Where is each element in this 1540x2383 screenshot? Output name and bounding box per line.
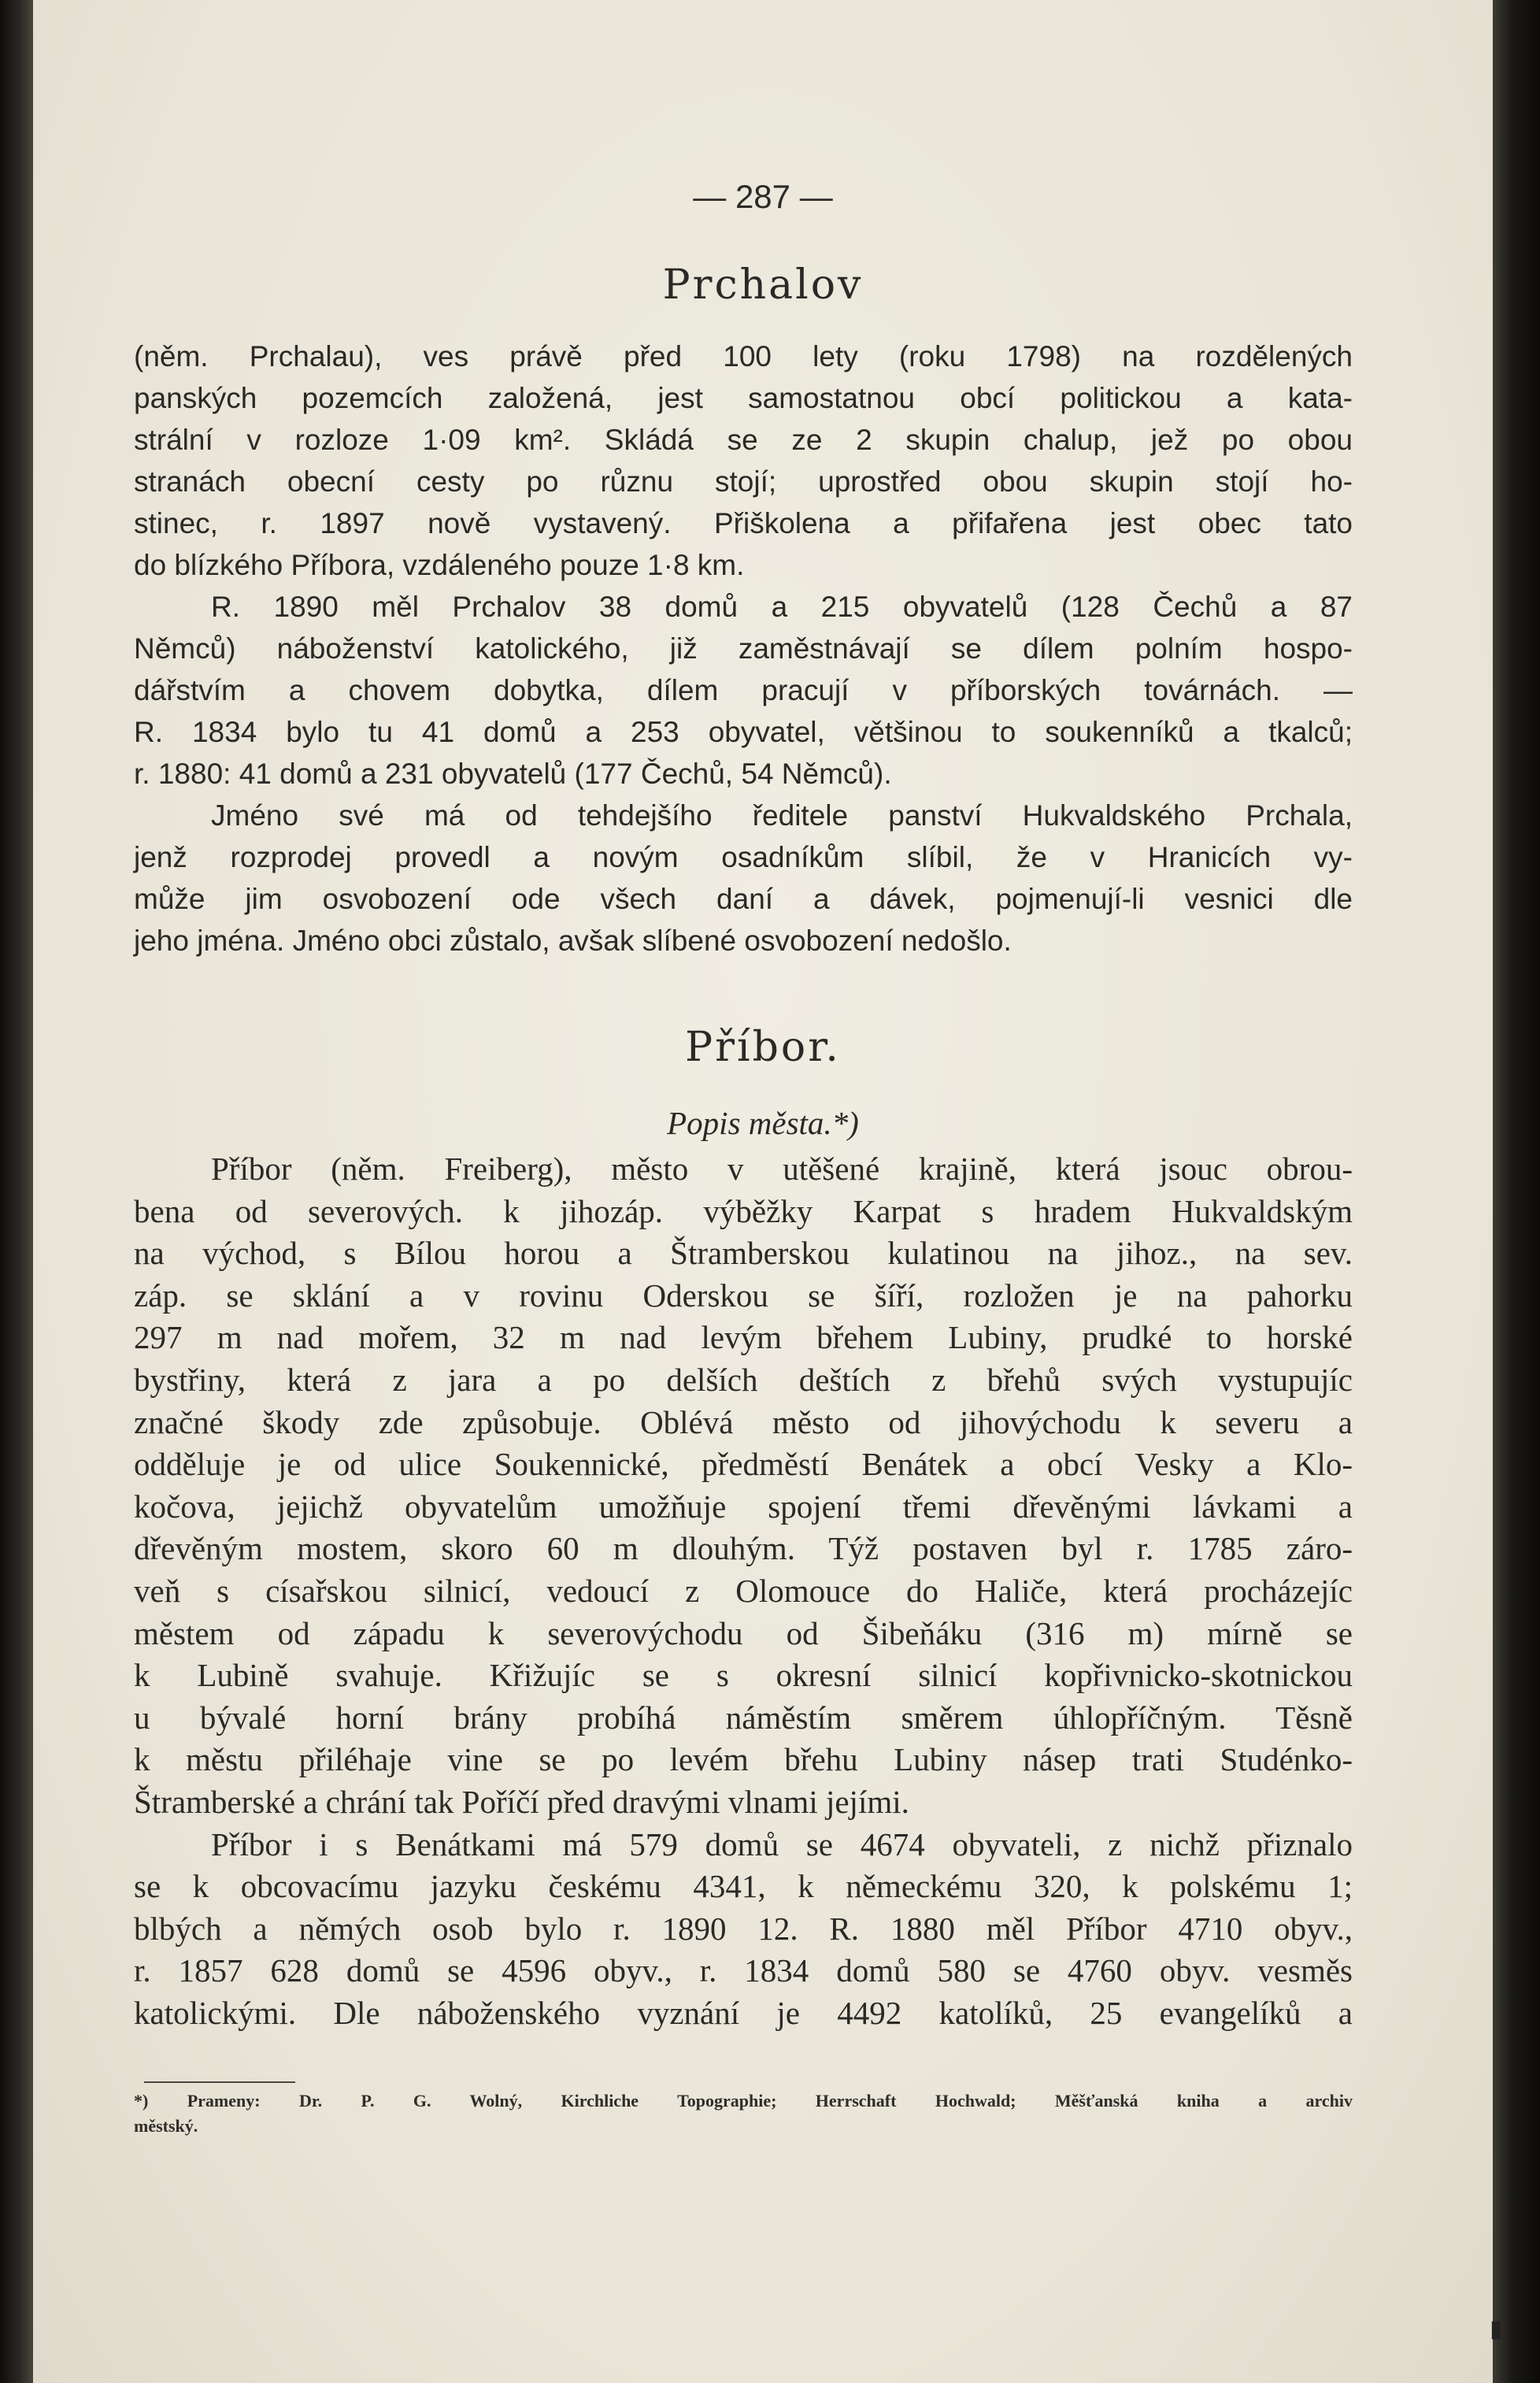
paragraph-2 bbox=[134, 586, 1353, 795]
text-line: Štramberské a chrání tak Poříčí před dravými vlnami jejími. bbox=[134, 1783, 909, 1820]
text-line: R. 1890 měl Prchalov 38 domů a 215 obyvatelů (128 Čechů a 87 bbox=[211, 591, 1353, 623]
page-number: — 287 — bbox=[693, 178, 833, 215]
text-line: r. 1880: 41 domů a 231 obyvatelů (177 Čechů, 54 Němců). bbox=[134, 758, 892, 790]
section-body-pribor bbox=[134, 1148, 1353, 2034]
margin-mark-icon: ▮ bbox=[1490, 2316, 1503, 2342]
text-line: katolickými. Dle náboženského vyznání je 4492 katolíků, 25 evangelíků a bbox=[134, 1994, 1353, 2031]
text-line: odděluje je od ulice Soukennické, předměstí Benátek a obcí Vesky a Klo- bbox=[134, 1446, 1353, 1483]
text-line: městem od západu k severovýchodu od Šibeňáku (316 m) mírně se bbox=[134, 1614, 1353, 1651]
section-body-prchalov bbox=[134, 335, 1353, 962]
scan-edge-left bbox=[0, 0, 33, 2383]
paragraph-1 bbox=[134, 335, 1353, 586]
text-line: Příbor i s Benátkami má 579 domů se 4674 obyvateli, z nichž přiznalo bbox=[211, 1825, 1353, 1862]
text-line: k Lubině svahuje. Křižujíc se s okresní silnicí kopřivnicko-skotnickou bbox=[134, 1657, 1353, 1694]
text-line: dářstvím a chovem dobytka, dílem pracují v příborských továrnách. — bbox=[134, 674, 1353, 706]
scan-edge-right bbox=[1493, 0, 1540, 2383]
text-line: veň s císařskou silnicí, vedoucí z Olomouce do Haliče, která procházejíc bbox=[134, 1572, 1353, 1609]
text-line: (něm. Prchalau), ves právě před 100 lety (roku 1798) na rozdělených bbox=[134, 340, 1353, 372]
text-line: může jim osvobození ode všech daní a dávek, pojmenují-li vesnici dle bbox=[134, 883, 1353, 915]
footnote-divider bbox=[144, 2081, 295, 2083]
paragraph-4 bbox=[134, 1148, 1353, 1824]
text-line: do blízkého Příbora, vzdáleného pouze 1·8 km. bbox=[134, 549, 745, 581]
text-line: na východ, s Bílou horou a Štramberskou kulatinou na jihoz., na sev. bbox=[134, 1235, 1353, 1272]
section-title-pribor: Příbor. bbox=[685, 1024, 841, 1071]
text-line: R. 1834 bylo tu 41 domů a 253 obyvatel, většinou to soukenníků a tkalců; bbox=[134, 716, 1353, 748]
footnote-line: *) Prameny: Dr. P. G. Wolný, Kirchliche Topographie; Herrschaft Hochwald; Měšťanská kniha a archiv bbox=[134, 2091, 1353, 2111]
text-line: 297 m nad mořem, 32 m nad levým břehem Lubiny, prudké to horské bbox=[134, 1319, 1353, 1356]
text-line: záp. se sklání a v rovinu Oderskou se šíří, rozložen je na pahorku bbox=[134, 1277, 1353, 1314]
section-subtitle: Popis města.*) bbox=[667, 1105, 859, 1141]
text-line: k městu přiléhaje vine se po levém břehu Lubiny násep trati Studénko- bbox=[134, 1741, 1353, 1778]
text-line: jeho jména. Jméno obci zůstalo, avšak slíbené osvobození nedošlo. bbox=[134, 925, 1012, 957]
text-line: stranách obecní cesty po různu stojí; uprostřed obou skupin stojí ho- bbox=[134, 465, 1353, 498]
text-line: blbých a němých osob bylo r. 1890 12. R. 1880 měl Příbor 4710 obyv., bbox=[134, 1910, 1353, 1947]
text-line: panských pozemcích založená, jest samostatnou obcí politickou a kata- bbox=[134, 382, 1353, 414]
text-line: kočova, jejichž obyvatelům umožňuje spojení třemi dřevěnými lávkami a bbox=[134, 1488, 1353, 1525]
text-line: r. 1857 628 domů se 4596 obyv., r. 1834 domů 580 se 4760 obyv. vesměs bbox=[134, 1952, 1353, 1989]
text-line: bystřiny, která z jara a po delších deštích z břehů svých vystupujíc bbox=[134, 1361, 1353, 1398]
paragraph-5 bbox=[134, 1824, 1353, 2035]
section-title-prchalov: Prchalov bbox=[662, 261, 864, 309]
text-line: Příbor (něm. Freiberg), město v utěšené krajině, která jsouc obrou- bbox=[211, 1151, 1353, 1187]
text-line: Němců) náboženství katolického, již zaměstnávají se dílem polním hospo- bbox=[134, 632, 1353, 665]
text-line: stinec, r. 1897 nově vystavený. Přiškolena a přifařena jest obec tato bbox=[134, 507, 1353, 539]
text-line: jenž rozprodej provedl a novým osadníkům slíbil, že v Hranicích vy- bbox=[134, 841, 1353, 873]
paragraph-3 bbox=[134, 795, 1353, 962]
text-line: strální v rozloze 1·09 km². Skládá se ze 2 skupin chalup, jež po obou bbox=[134, 424, 1353, 456]
text-line: dřevěným mostem, skoro 60 m dlouhým. Týž postaven byl r. 1785 záro- bbox=[134, 1530, 1353, 1567]
footnote bbox=[134, 2088, 1353, 2139]
footnote-line: městský. bbox=[134, 2116, 198, 2136]
text-line: Jméno své má od tehdejšího ředitele panství Hukvaldského Prchala, bbox=[211, 799, 1353, 832]
text-line: se k obcovacímu jazyku českému 4341, k německému 320, k polskému 1; bbox=[134, 1868, 1353, 1905]
book-page bbox=[33, 0, 1503, 2383]
text-line: u bývalé horní brány probíhá náměstím směrem úhlopříčným. Těsně bbox=[134, 1699, 1353, 1736]
text-line: bena od severových. k jihozáp. výběžky Karpat s hradem Hukvaldským bbox=[134, 1192, 1353, 1229]
text-line: značné škody zde způsobuje. Oblévá město od jihovýchodu k severu a bbox=[134, 1403, 1353, 1440]
